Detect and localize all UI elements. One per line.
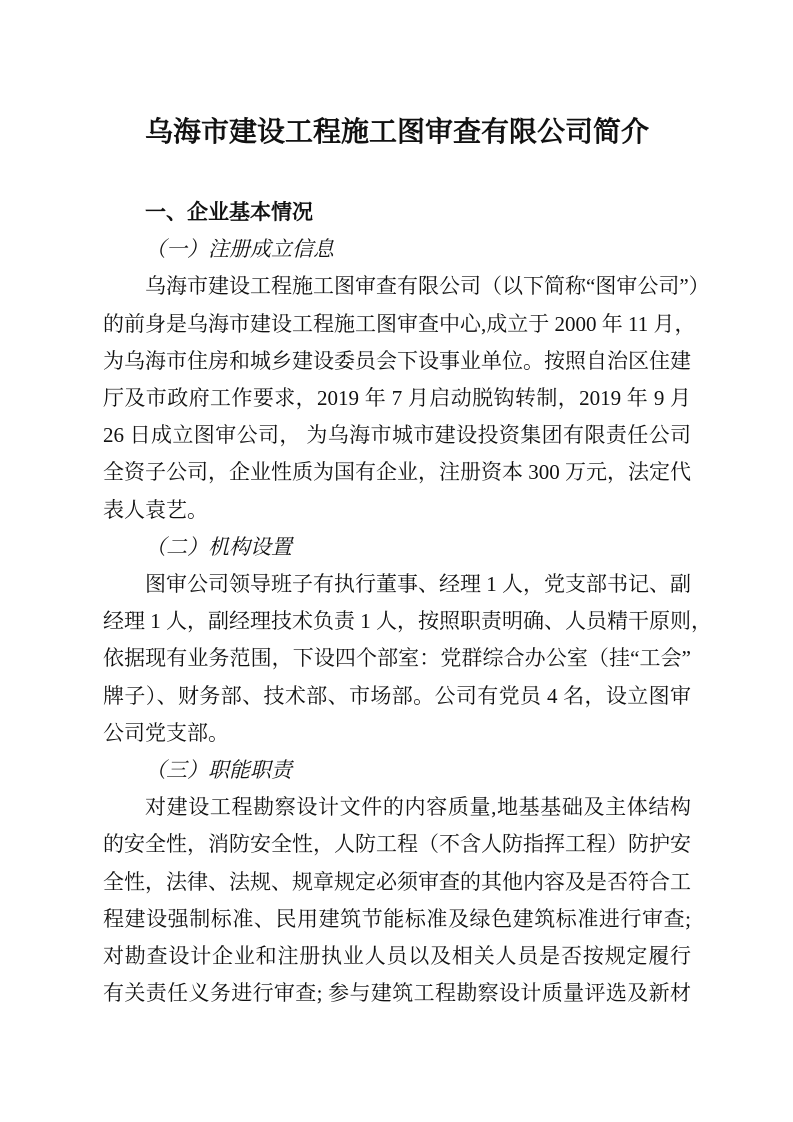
paragraph-line: 表人袁艺。 [103,497,208,522]
subsection-heading: （三）职能职责 [145,758,292,783]
paragraph-line: 全性，法律、法规、规章规定必须审查的其他内容及是否符合工 [103,869,691,894]
paragraph-line: 程建设强制标准、民用建筑节能标准及绿色建筑标准进行审查; [103,906,691,931]
paragraph [103,566,712,752]
paragraph [103,268,710,528]
paragraph-line: 依据现有业务范围，下设四个部室：党群综合办公室（挂“工会” [103,646,691,671]
paragraph-line: 26 日成立图审公司， 为乌海市城市建设投资集团有限责任公司 [103,423,691,448]
subsection-heading: （二）机构设置 [145,534,292,559]
paragraph-line: 为乌海市住房和城乡建设委员会下设事业单位。按照自治区住建 [103,348,691,373]
paragraph-line: 乌海市建设工程施工图审查有限公司（以下简称“图审公司”） [145,274,710,299]
document-content [0,112,793,1012]
subsection-heading: （一）注册成立信息 [145,237,334,262]
paragraph-line: 有关责任义务进行审查; 参与建筑工程勘察设计质量评选及新材 [103,981,691,1006]
paragraph-line: 对勘查设计企业和注册执业人员以及相关人员是否按规定履行 [103,944,691,969]
paragraph-line: 的安全性，消防安全性，人防工程（不含人防指挥工程）防护安 [103,832,691,857]
paragraph [103,789,691,1012]
paragraph-line: 全资子公司，企业性质为国有企业，注册资本 300 万元，法定代 [103,460,691,485]
paragraph-line: 图审公司领导班子有执行董事、经理 1 人，党支部书记、副 [145,572,691,597]
paragraph-line: 公司党支部。 [103,720,229,745]
paragraph-line: 牌子）、财务部、技术部、市场部。公司有党员 4 名，设立图审 [103,683,691,708]
section-heading: 一、企业基本情况 [145,201,313,224]
paragraph-line: 对建设工程勘察设计文件的内容质量,地基基础及主体结构 [145,795,691,820]
document-body [103,194,712,1012]
paragraph-line: 厅及市政府工作要求，2019 年 7 月启动脱钩转制，2019 年 9 月 [103,386,691,411]
paragraph-line: 的前身是乌海市建设工程施工图审查中心,成立于 2000 年 11 月， [103,311,696,336]
document-title: 乌海市建设工程施工图审查有限公司简介 [144,117,649,148]
paragraph-line: 经理 1 人，副经理技术负责 1 人，按照职责明确、人员精干原则， [103,609,712,634]
